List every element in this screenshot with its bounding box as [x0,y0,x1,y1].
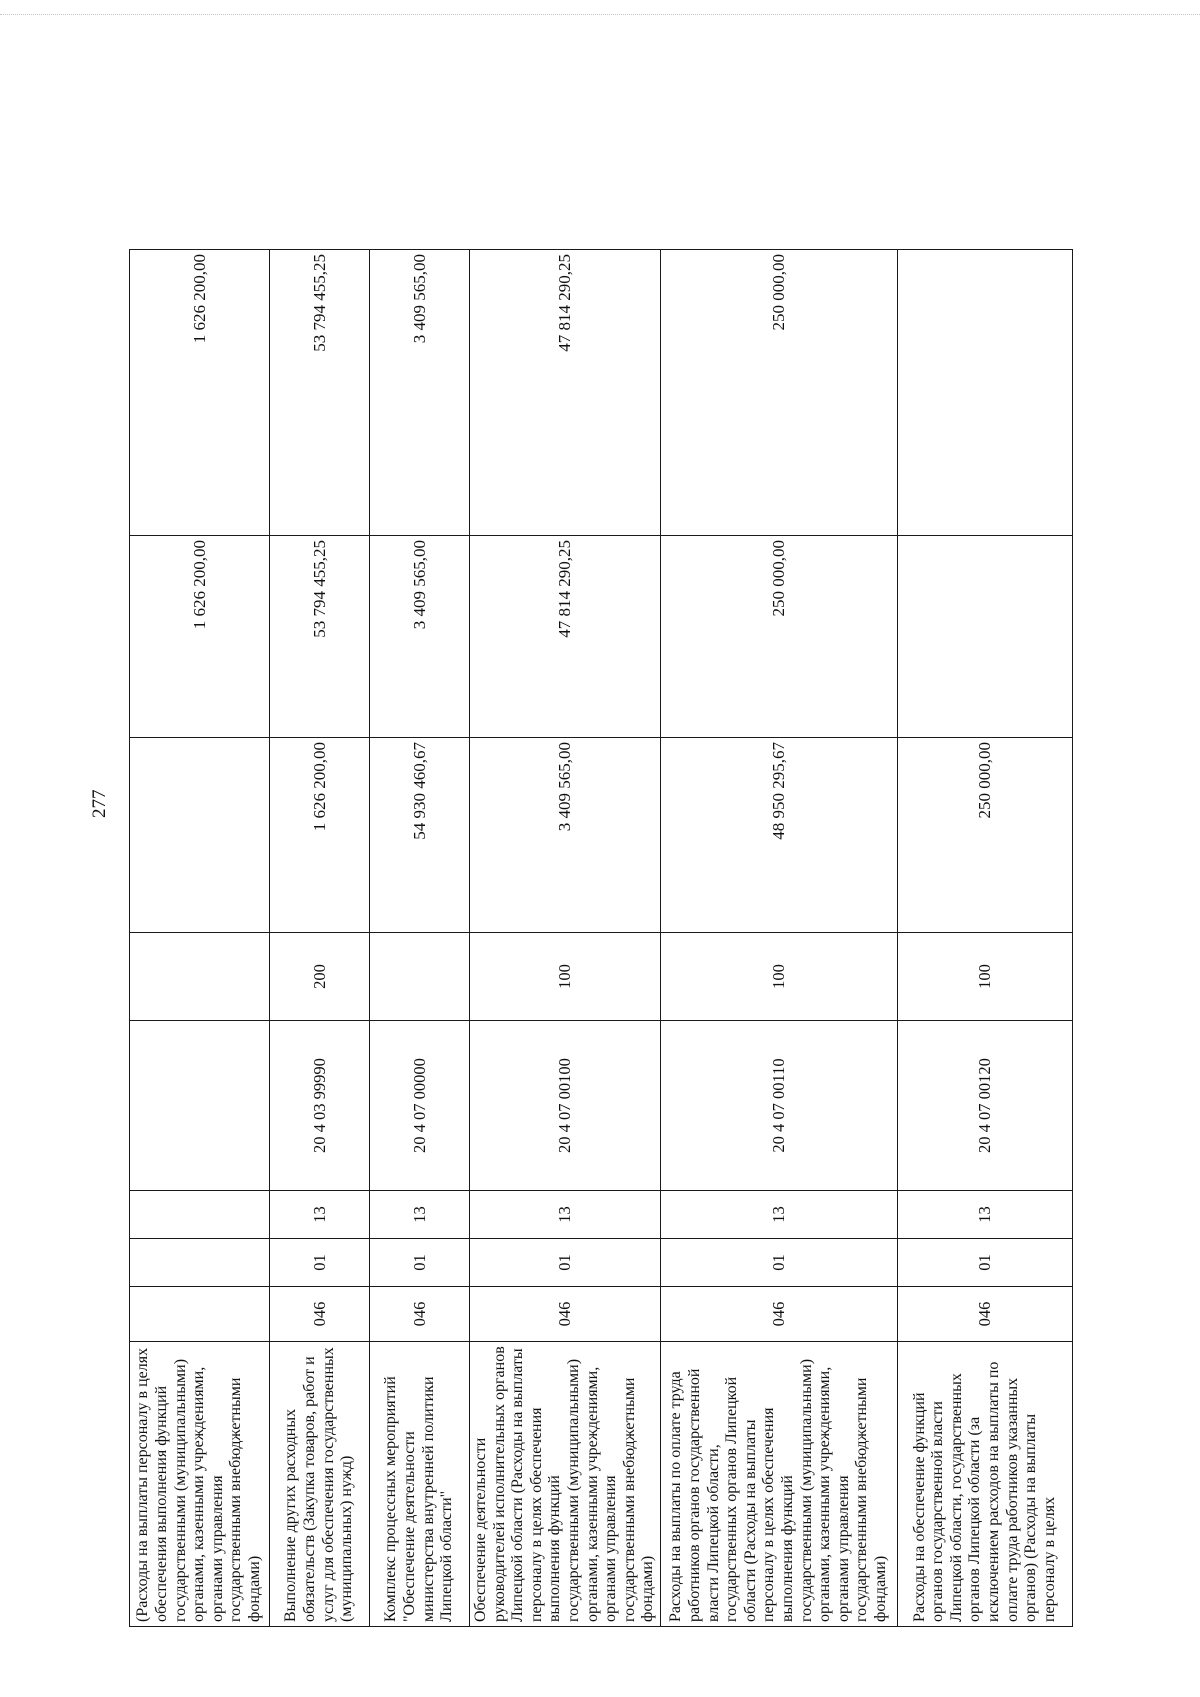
cell-amount-3: 3 409 565,00 [370,250,470,536]
cell-ministry: 046 [470,1287,661,1342]
cell-ministry: 046 [660,1287,897,1342]
cell-section: 01 [470,1239,661,1287]
cell-target: 20 4 07 00100 [470,1021,661,1191]
table-row [270,250,370,1627]
cell-description: Расходы на обеспечение функций органов государственной власти Липецкой области, государственных органов Липецкой области (за исключением расходов на выплаты по оплате труда работников указанных органов) (Расходы на выплаты персоналу в целях [897,1342,1072,1627]
cell-subsection: 13 [470,1191,661,1239]
cell-target [130,1021,270,1191]
cell-ministry [130,1287,270,1342]
cell-subsection: 13 [897,1191,1072,1239]
cell-expense-type: 200 [270,933,370,1021]
page-edge [0,14,1200,15]
cell-section: 01 [270,1239,370,1287]
cell-amount-1: 1 626 200,00 [270,738,370,933]
cell-amount-2: 53 794 455,25 [270,536,370,738]
cell-target: 20 4 07 00000 [370,1021,470,1191]
cell-description: Выполнение других расходных обязательств (Закупка товаров, работ и услуг для обеспечения государственных (муниципальных) нужд) [270,1342,370,1627]
cell-ministry: 046 [270,1287,370,1342]
table-row [470,250,661,1627]
cell-amount-2 [897,536,1072,738]
cell-subsection: 13 [660,1191,897,1239]
budget-table [129,249,1073,1627]
cell-amount-2: 1 626 200,00 [130,536,270,738]
cell-amount-2: 3 409 565,00 [370,536,470,738]
cell-amount-1: 54 930 460,67 [370,738,470,933]
cell-section [130,1239,270,1287]
table-row [130,250,270,1627]
cell-amount-1: 3 409 565,00 [470,738,661,933]
cell-amount-2: 47 814 290,25 [470,536,661,738]
cell-amount-3: 250 000,00 [660,250,897,536]
cell-description: Комплекс процессных мероприятий "Обеспечение деятельности министерства внутренней политики Липецкой области" [370,1342,470,1627]
cell-expense-type: 100 [470,933,661,1021]
cell-expense-type [130,933,270,1021]
table-rotated-wrapper [129,250,1071,1627]
cell-amount-1 [130,738,270,933]
cell-description: Обеспечение деятельности руководителей исполнительных органов Липецкой области (Расходы на выплаты персоналу в целях обеспечения выполнения функций государственными (муниципальными) органами, казенными учреждениями, органами управления государственными внебюджетными фондами) [470,1342,661,1627]
cell-target: 20 4 03 99990 [270,1021,370,1191]
page-number: 277 [89,789,110,818]
cell-target: 20 4 07 00110 [660,1021,897,1191]
cell-amount-3: 53 794 455,25 [270,250,370,536]
cell-amount-1: 48 950 295,67 [660,738,897,933]
cell-ministry: 046 [897,1287,1072,1342]
cell-section: 01 [370,1239,470,1287]
cell-description: (Расходы на выплаты персоналу в целях обеспечения выполнения функций государственными (муниципальными) органами, казенными учреждениями, органами управления государственными внебюджетными фондами) [130,1342,270,1627]
cell-amount-2: 250 000,00 [660,536,897,738]
cell-subsection: 13 [370,1191,470,1239]
cell-amount-3: 47 814 290,25 [470,250,661,536]
cell-amount-3 [897,250,1072,536]
cell-description: Расходы на выплаты по оплате труда работников органов государственной власти Липецкой области, государственных органов Липецкой области (Расходы на выплаты персоналу в целях обеспечения выполнения функций государственными (муниципальными) органами, казенными учреждениями, органами управления государственными внебюджетными фондами) [660,1342,897,1627]
cell-expense-type: 100 [897,933,1072,1021]
table-row [370,250,470,1627]
cell-section: 01 [897,1239,1072,1287]
cell-ministry: 046 [370,1287,470,1342]
cell-amount-1: 250 000,00 [897,738,1072,933]
cell-target: 20 4 07 00120 [897,1021,1072,1191]
cell-section: 01 [660,1239,897,1287]
cell-expense-type: 100 [660,933,897,1021]
cell-amount-3: 1 626 200,00 [130,250,270,536]
cell-subsection: 13 [270,1191,370,1239]
cell-subsection [130,1191,270,1239]
table-row [897,250,1072,1627]
cell-expense-type [370,933,470,1021]
table-row [660,250,897,1627]
